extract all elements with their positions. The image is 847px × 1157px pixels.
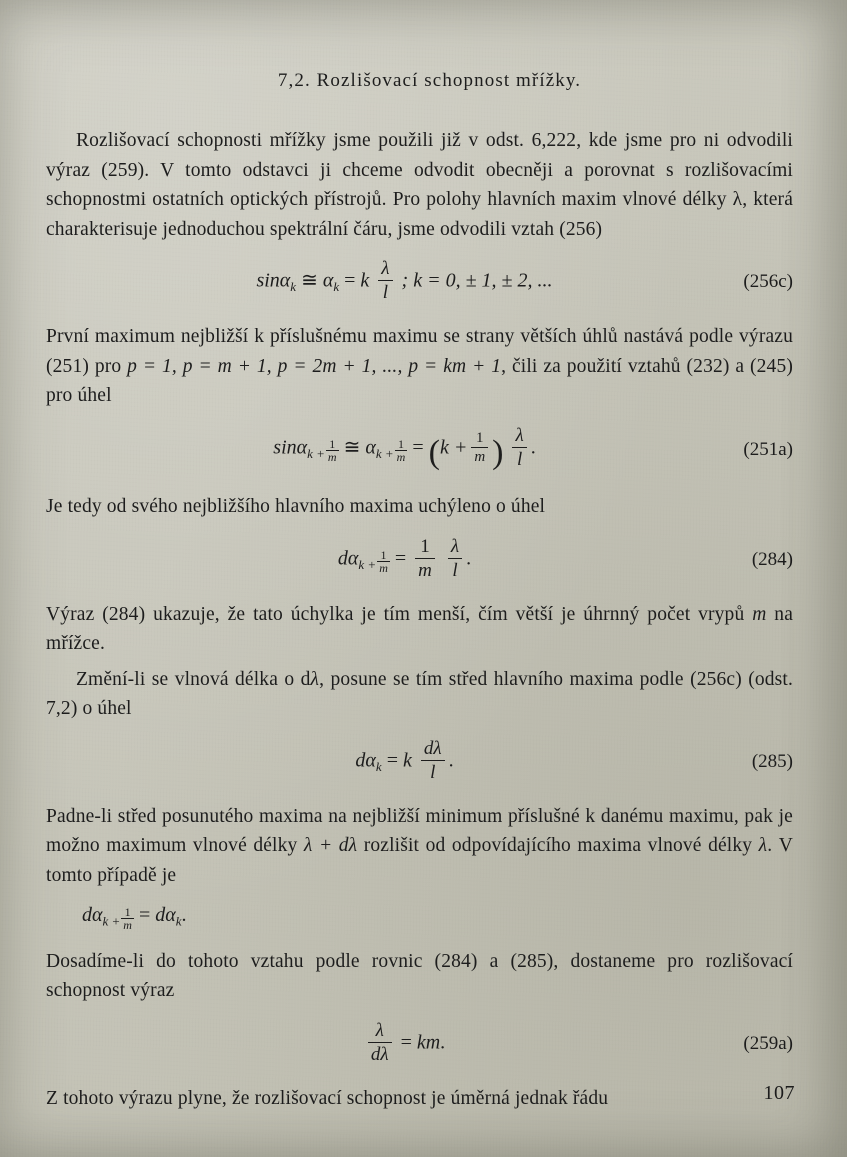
paragraph-2	[42, 322, 807, 411]
paragraph-3: Je tedy od svého nejbližšího hlavního maxima uchýleno o úhel	[46, 496, 546, 518]
paragraph-4	[42, 600, 807, 659]
eq251a-mid-sub-num: 1	[395, 439, 408, 451]
eq251a-inner-fraction	[471, 430, 488, 465]
eq285-lhs-sub: k	[375, 758, 382, 774]
paragraph-1: Rozlišovací schopnosti mřížky jsme použili již v odst. 6,222, kde jsme pro ni odvodili výraz (259). V tomto odstavci ji chceme odvodit obecněji a porovnat s rozlišovacími schopnostmi ostatních optických přístrojů. Pro polohy hlavních maxim vlnové délky λ, která charakterisuje jednoduchou spektrální čáru, jsme odvodili vztah (256)	[46, 130, 793, 240]
eq256c-rel2: =	[344, 269, 356, 292]
eq285-rel: =	[386, 749, 398, 772]
eq285-fraction	[421, 739, 445, 783]
paragraph-5	[42, 665, 807, 724]
eq-inline-sub-lead: k +	[102, 913, 121, 929]
eq256c-fraction	[378, 259, 392, 303]
eq256c-lhs: sinα	[256, 269, 291, 292]
equation-251a	[42, 424, 807, 475]
eq-inline-tail: .	[181, 904, 187, 927]
eq251a-mid-sub-den: m	[396, 449, 406, 464]
eq259a-fraction	[368, 1021, 392, 1065]
paragraph-6	[42, 802, 807, 891]
paragraph-4-math: m	[752, 603, 767, 625]
equation-284-tag: (284)	[751, 548, 793, 570]
eq-inline-lhs: dα	[82, 904, 103, 927]
eq251a-inner-den: m	[474, 449, 486, 465]
paragraph-2-part-a: První maximum nejbližší k příslušnému maximu se strany větších úhlů nastává podle výrazu (251) pro	[46, 326, 793, 377]
eq259a-rel: =	[400, 1031, 412, 1054]
eq251a-mid-sub-lead: k +	[375, 445, 394, 461]
equation-285-body	[42, 737, 807, 784]
eq251a-frac-num: λ	[512, 426, 526, 448]
eq251a-mid-sub-fraction	[395, 436, 408, 464]
equation-inline-da	[42, 904, 807, 930]
eq284-lhs: dα	[337, 547, 359, 570]
eq256c-frac-num: λ	[378, 259, 392, 281]
paragraph-5-part-c: , posune se tím střed hlavního maxima podle (256c) (odst. 7,2) o úhel	[46, 668, 793, 720]
eq251a-lhs: sinα	[273, 436, 308, 459]
eq256c-mid-sub: k	[333, 279, 340, 295]
eq251a-frac-den: l	[516, 448, 523, 470]
eq256c-frac-den: l	[382, 282, 389, 303]
eq284-fraction-1	[415, 537, 435, 581]
eq-inline-sub-den: m	[123, 917, 132, 932]
eq251a-rel1: ≅	[343, 436, 361, 459]
paragraph-5-part-a: Změní-li se vlnová délka o d	[76, 668, 311, 690]
eq251a-paren-k: k +	[439, 436, 468, 459]
eq285-coef: k	[402, 749, 412, 772]
eq259a-rhs: km	[416, 1031, 441, 1054]
equation-256c	[42, 260, 807, 304]
eq256c-coef: k	[360, 269, 370, 292]
eq256c-rel1: ≅	[301, 269, 318, 292]
equation-285	[42, 737, 807, 784]
eq284-sub-den: m	[379, 560, 388, 575]
eq285-lhs: dα	[355, 749, 376, 772]
equation-284	[42, 535, 807, 582]
paragraph-6-part-c: rozlišit od odpovídajícího maxima vlnové délky	[357, 835, 759, 857]
paragraph-6-part-a: Padne-li střed posunutého maxima na nejbližší minimum příslušné k danému maximu, pak je možno maximum vlnové délky	[46, 805, 793, 857]
paragraph-7: Dosadíme-li do tohoto vztahu podle rovnic (284) a (285), dostaneme pro rozlišovací schopnost výraz	[46, 950, 793, 1002]
eq284-rel: =	[394, 547, 407, 570]
eq285-frac-den: l	[430, 761, 436, 783]
eq259a-frac-num: λ	[368, 1021, 392, 1043]
eq251a-sub-fraction	[326, 436, 339, 464]
eq251a-rel2: =	[412, 436, 424, 459]
eq-inline-sub-fraction	[121, 904, 134, 932]
paragraph-4-part-a: Výraz (284) ukazuje, že tato úchylka je tím menší, čím větší je úhrnný počet vrypů	[46, 603, 753, 625]
eq285-tail: .	[448, 749, 454, 772]
section-title: 7,2. Rozlišovací schopnost mřížky.	[277, 70, 582, 91]
paragraph-2-part-c: , čili za použití vztahů (232) a (245) pro úhel	[46, 355, 793, 406]
paragraph-6-math-1: λ + dλ	[303, 835, 358, 857]
paragraph-6-part-e: . V tomto případě je	[46, 835, 793, 886]
page-number: 107	[763, 1082, 795, 1104]
eq284-f1-den: m	[418, 559, 432, 581]
equation-259a	[42, 1019, 807, 1066]
paragraph-5-math: λ	[310, 668, 320, 690]
paragraph-6-math-2: λ	[758, 835, 768, 857]
eq284-sub-num: 1	[377, 550, 390, 562]
page-content	[42, 70, 807, 1119]
eq259a-tail: .	[440, 1031, 446, 1054]
equation-256c-tag: (256c)	[743, 271, 793, 292]
eq251a-mid: α	[365, 436, 376, 459]
eq284-tail: .	[466, 547, 472, 570]
eq-inline-rhs-sub: k	[175, 913, 182, 929]
eq284-f1-num: 1	[415, 537, 435, 559]
eq284-sub-fraction	[377, 547, 390, 575]
eq251a-paren-open: (	[428, 433, 440, 471]
eq284-f2-den: l	[452, 559, 458, 581]
eq-inline-rel: =	[138, 904, 151, 927]
equation-256c-body	[42, 260, 807, 304]
equation-251a-body	[42, 424, 807, 475]
eq251a-paren-close: )	[492, 433, 504, 471]
eq256c-rest: ; k = 0, ± 1, ± 2, ...	[401, 269, 553, 292]
eq251a-fraction	[512, 426, 526, 470]
equation-251a-tag: (251a)	[743, 439, 793, 461]
eq284-fraction-2	[448, 537, 462, 581]
equation-284-body	[42, 535, 807, 582]
eq285-frac-num: dλ	[421, 739, 445, 761]
eq284-f2-num: λ	[448, 537, 462, 559]
eq251a-tail: .	[530, 436, 536, 459]
paragraph-2-math: p = 1, p = m + 1, p = 2m + 1, ..., p = km + 1	[127, 355, 502, 377]
eq251a-inner-num: 1	[471, 430, 488, 448]
eq284-sub-lead: k +	[358, 556, 377, 572]
eq251a-sub-lead: k +	[307, 445, 325, 461]
equation-259a-body	[42, 1019, 807, 1066]
eq256c-lhs-sub: k	[290, 279, 297, 295]
paragraph-4-part-c: na mřížce.	[46, 603, 794, 655]
equation-259a-tag: (259a)	[743, 1032, 793, 1054]
eq251a-sub-den: m	[327, 449, 337, 464]
paragraph-8: Z tohoto výrazu plyne, že rozlišovací schopnost je úměrná jednak řádu	[46, 1087, 609, 1109]
eq256c-mid: α	[322, 269, 334, 292]
eq251a-sub-num: 1	[326, 439, 339, 451]
eq259a-frac-den: dλ	[370, 1043, 389, 1065]
eq-inline-rhs: dα	[155, 904, 176, 927]
equation-285-tag: (285)	[751, 750, 793, 772]
eq-inline-sub-num: 1	[121, 907, 134, 919]
